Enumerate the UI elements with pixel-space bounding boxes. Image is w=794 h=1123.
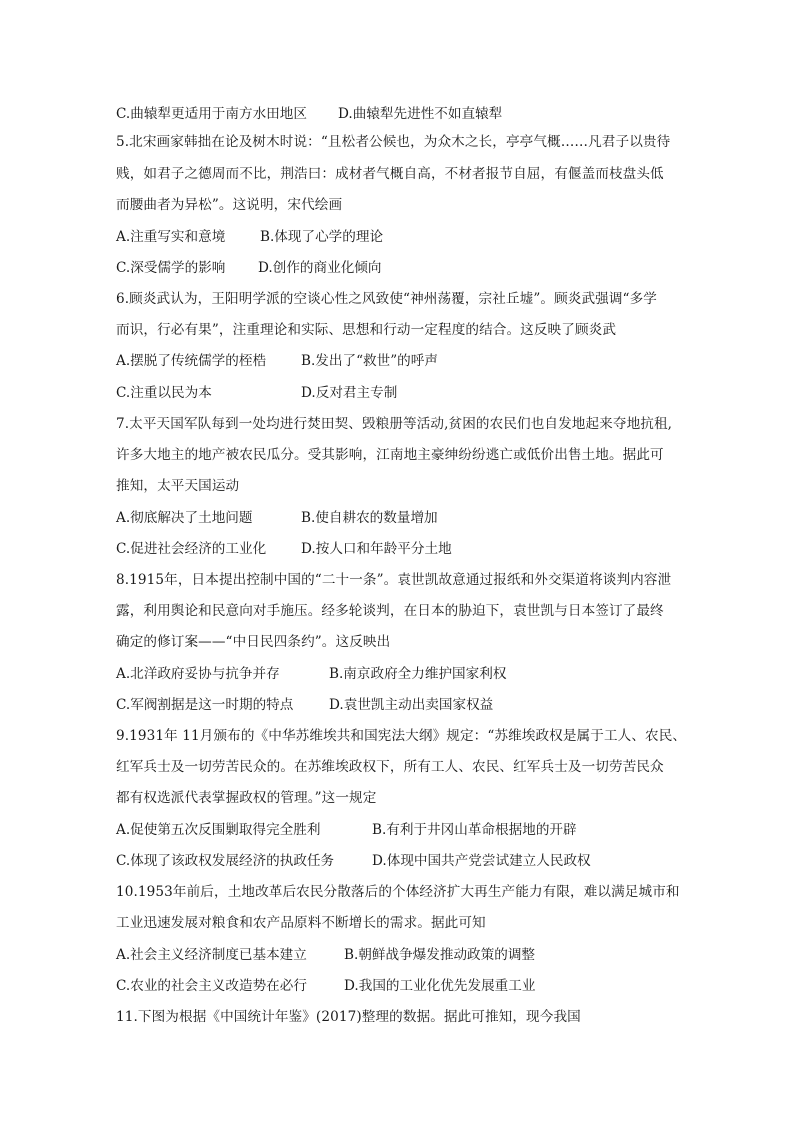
q8-option-b: B.南京政府全力维护国家利权 [329,666,507,682]
q5-stem-line-2: 贱，如君子之德周而不比，荆浩曰：成材者气概自高，不材者报节自屈，有偃盖而枝盘头低 [116,166,664,182]
q5-option-b: B.体现了心学的理论 [260,229,384,245]
q8-option-a: A.北洋政府妥协与抗争并存 [116,666,280,682]
q9-stem-line-1: 9.1931年 11月颁布的《中华苏维埃共和国宪法大纲》规定：“苏维埃政权是属于工人、农民、 [116,728,687,744]
q10-stem-line-1: 10.1953年前后，土地改革后农民分散落后的个体经济扩大再生产能力有限，难以满足城市和 [116,884,680,900]
q6-stem-line-2: 而识，行必有果”，注重理论和实际、思想和行动一定程度的结合。这反映了顾炎武 [116,322,617,338]
q5-option-c: C.深受儒学的影响 [116,260,226,276]
q10-option-a: A.社会主义经济制度已基本建立 [116,947,307,963]
q9-option-c: C.体现了该政权发展经济的执政任务 [116,853,335,869]
q7-option-d: D.按人口和年龄平分土地 [301,541,452,557]
q6-stem-line-1: 6.顾炎武认为，王阳明学派的空谈心性之风致使“神州荡覆，宗社丘墟”。顾炎武强调“多学 [116,291,657,307]
q10-option-b: B.朝鲜战争爆发推动政策的调整 [344,947,536,963]
q8-stem-line-3: 确定的修订案——“中日民四条约”。这反映出 [116,634,391,650]
q8-stem-line-2: 露，利用舆论和民意向对手施压。经多轮谈判，在日本的胁迫下，袁世凯与日本签订了最终 [116,603,664,619]
q10-option-d: D.我国的工业化优先发展重工业 [344,978,536,994]
q7-option-c: C.促进社会经济的工业化 [116,541,267,557]
q7-option-a: A.彻底解决了土地问题 [116,510,253,526]
q5-stem-line-1: 5.北宋画家韩拙在论及树木时说：“且松者公候也，为众木之长，亭亭气概……凡君子以贵待 [116,134,671,150]
q6-option-d: D.反对君主专制 [301,385,398,401]
q6-option-a: A.摆脱了传统儒学的桎梏 [116,353,267,369]
q4-option-c: C.曲辕犁更适用于南方水田地区 [116,106,307,122]
q7-stem-line-3: 推知，太平天国运动 [116,478,240,494]
q5-stem-line-3: 而腰曲者为异松”。这说明，宋代绘画 [116,197,343,213]
q9-option-d: D.体现中国共产党尝试建立人民政权 [372,853,591,869]
q5-option-d: D.创作的商业化倾向 [258,260,382,276]
q7-option-b: B.使自耕农的数量增加 [301,510,438,526]
q7-stem-line-2: 许多大地主的地产被农民瓜分。受其影响，江南地主豪绅纷纷逃亡或低价出售土地。据此可 [116,447,664,463]
q6-option-c: C.注重以民为本 [116,385,212,401]
q8-stem-line-1: 8.1915年，日本提出控制中国的“二十一条”。袁世凯故意通过报纸和外交渠道将谈判内容泄 [116,572,672,588]
q5-option-a: A.注重写实和意境 [116,229,226,245]
q6-option-b: B.发出了“救世”的呼声 [301,353,438,369]
q9-stem-line-2: 红军兵士及一切劳苦民众的。在苏维埃政权下，所有工人、农民、红军兵士及一切劳苦民众 [116,759,664,775]
q10-stem-line-2: 工业迅速发展对粮食和农产品原料不断增长的需求。据此可知 [116,915,486,931]
q8-option-c: C.军阀割据是这一时期的特点 [116,697,294,713]
q9-option-a: A.促使第五次反围剿取得完全胜利 [116,822,321,838]
q10-option-c: C.农业的社会主义改造势在必行 [116,978,307,994]
q8-option-d: D.袁世凯主动出卖国家权益 [329,697,494,713]
q9-option-b: B.有利于井冈山革命根据地的开辟 [372,822,577,838]
q9-stem-line-3: 都有权选派代表掌握政权的管理。”这一规定 [116,790,377,806]
q7-stem-line-1: 7.太平天国军队每到一处均进行焚田契、毁粮册等活动,贫困的农民们也自发地起来夺地抗租, [116,416,673,432]
q11-stem-line-1: 11.下图为根据《中国统计年鉴》(2017)整理的数据。据此可推知，现今我国 [116,1009,581,1025]
q4-option-d: D.曲辕犁先进性不如直辕犁 [338,106,503,122]
